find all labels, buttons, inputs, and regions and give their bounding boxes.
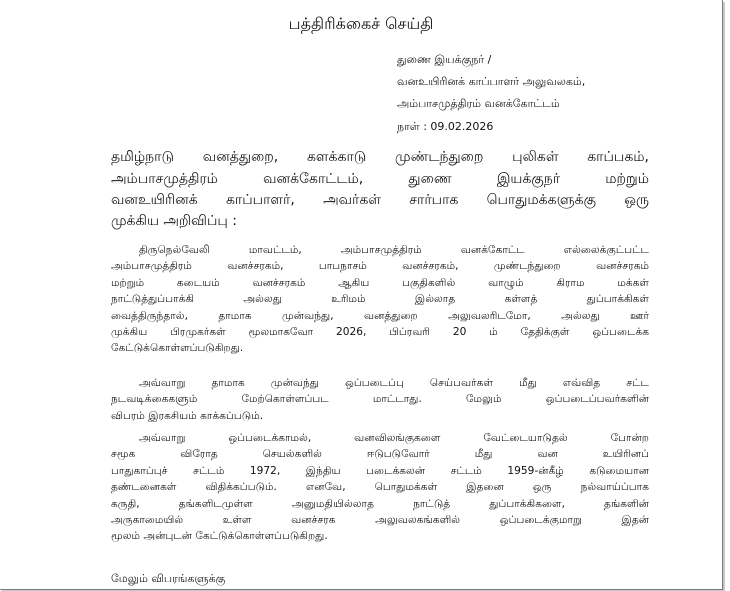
paragraph-line: விபரம் இரகசியம் காக்கப்படும். (111, 409, 264, 422)
paragraph-line: அவ்வாறு தாமாக முன்வந்து ஒப்படைப்பு செய்பவர்கள் மீது எவ்வித சட்ட (139, 377, 649, 389)
paragraph-2 (111, 375, 649, 424)
paragraph-line: நாட்டுத்துப்பாக்கி அல்லது உரிமம் இல்லாத கள்ளத் துப்பாக்கிகள் (111, 293, 649, 306)
paragraph-line: அவ்வாறு ஒப்படைக்காமல், வனவிலங்குகளை வேட்டையாடுதல் போன்ற (139, 432, 649, 444)
issuer-line-2: வனஉயிரினக் காப்பாளர் அலுவலகம், (397, 75, 586, 88)
intro-line: தமிழ்நாடு வனத்துறை, களக்காடு முண்டந்துறை புலிகள் காப்பகம், (111, 149, 649, 165)
date-label: நாள் : 09.02.2026 (397, 120, 494, 133)
paragraph-line: பாதுகாப்புச் சட்டம் 1972, இந்திய படைக்கலன் சட்டம் 1959-ன்கீழ் கடுமையான (111, 464, 649, 477)
intro-line: முக்கிய அறிவிப்பு : (111, 213, 237, 229)
intro-line: அம்பாசமுத்திரம் வனக்கோட்டம், துணை இயக்குநர் மற்றும் (111, 171, 649, 187)
page-title: பத்திரிக்கைச் செய்தி (288, 14, 434, 33)
paragraph-line: தண்டனைகள் விதிக்கப்படும். எனவே, பொதுமக்கள் இதனை ஒரு நல்வாய்ப்பாக (111, 481, 649, 494)
issuer-line-1: துணை இயக்குநர் / (397, 53, 492, 66)
paragraph-line: மூலம் அன்புடன் கேட்டுக்கொள்ளப்படுகிறது. (111, 530, 328, 543)
paragraph-3 (111, 430, 649, 545)
paragraph-line: அருகாமையில் உள்ள வனச்சரக அலுவலகங்களில் ஒப்படைக்குமாறு இதன் (111, 514, 649, 527)
paragraph-line: சமூக விரோத செயல்களில் ஈடுபடுவோர் மீது வன உயிரினப் (111, 448, 649, 461)
paragraph-line: முக்கிய பிரமுகர்கள் மூலமாகவோ 2026, பிப்ரவரி 20 ம் தேதிக்குள் ஒப்படைக்க (111, 326, 649, 339)
paragraph-line: வைத்திருந்தால், தாமாக முன்வந்து, வனத்துறை அலுவலரிடமோ, அல்லது ஊர் (111, 309, 649, 322)
paragraph-line: அம்பாசமுத்திரம் வனச்சரகம், பாபநாசம் வனச்சரகம், முண்டந்துறை வனச்சரகம் (111, 260, 649, 273)
paragraph-line: கேட்டுக்கொள்ளப்படுகிறது. (111, 342, 244, 355)
issuer-line-3: அம்பாசமுத்திரம் வனக்கோட்டம் (397, 97, 560, 110)
paragraph-line: நடவடிக்கைகளும் மேற்கொள்ளப்பட மாட்டாது. மேலும் ஒப்படைப்பவர்களின் (111, 393, 649, 406)
intro-line: வனஉயிரினக் காப்பாளர், அவர்கள் சார்பாக பொதுமக்களுக்கு ஒரு (111, 192, 649, 208)
paragraph-line: கருதி, தங்களிடமுள்ள அனுமதியில்லாத நாட்டுத் துப்பாக்கிகளை, தங்களின் (111, 497, 649, 510)
paragraph-line: திருநெல்வேலி மாவட்டம், அம்பாசமுத்திரம் வனக்கோட்ட எல்லைக்குட்பட்ட (139, 244, 649, 256)
closing-line: மேலும் விபரங்களுக்கு (111, 572, 226, 585)
paragraph-line: மற்றும் கடையம் வனச்சரகம் ஆகிய பகுதிகளில் வாழும் கிராம மக்கள் (111, 276, 649, 289)
paragraph-1 (111, 242, 649, 357)
